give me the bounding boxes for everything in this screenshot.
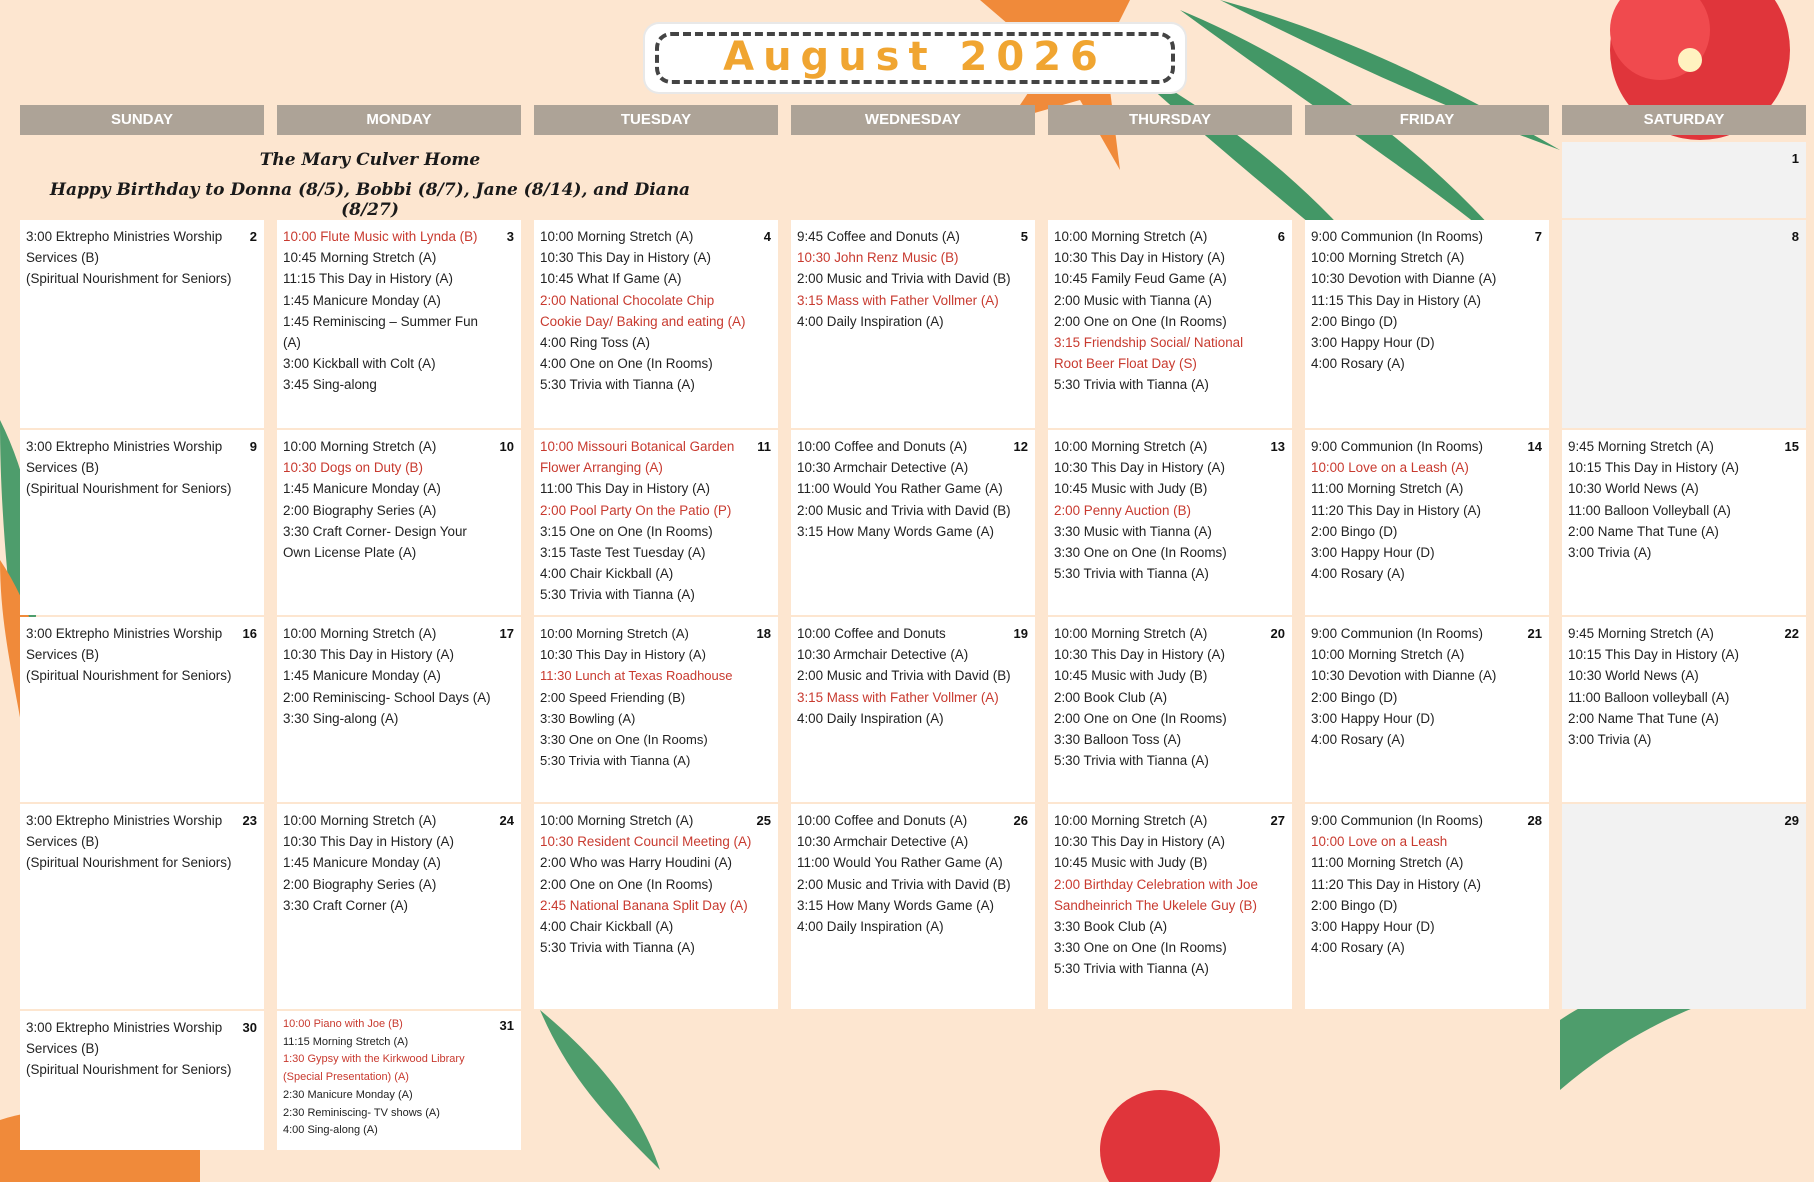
event-item: 9:45 Morning Stretch (A): [1568, 439, 1714, 454]
event-item: 11:15 Morning Stretch (A): [283, 1035, 409, 1048]
day-cell-30: [20, 1011, 264, 1150]
event-item: 10:30 Resident Council Meeting (A): [540, 834, 752, 850]
day-number: 17: [499, 626, 514, 641]
day-number: 27: [1270, 813, 1285, 828]
event-item: (Spiritual Nourishment for Seniors): [26, 1062, 232, 1078]
event-item: (Spiritual Nourishment for Seniors): [26, 668, 232, 684]
event-item: 3:15 Friendship Social/ National Root Beer Float Day (S): [1054, 335, 1244, 372]
day-cell-21: [1305, 617, 1549, 802]
weekday-header-tuesday: TUESDAY: [534, 105, 778, 135]
event-item: 2:45 National Banana Split Day (A): [540, 897, 748, 913]
event-item: 2:00 Speed Friending (B): [540, 689, 686, 705]
event-item: 3:15 Mass with Father Vollmer (A): [797, 689, 999, 705]
day-cell-1: [1562, 142, 1806, 218]
event-item: 2:00 Bingo (D): [1311, 313, 1398, 329]
event-item: 10:30 Armchair Detective (A): [797, 460, 969, 476]
day-number: 5: [1020, 229, 1028, 244]
event-item: 11:30 Lunch at Texas Roadhouse: [540, 668, 733, 684]
day-number: 6: [1277, 229, 1285, 244]
event-item: 4:00 One on One (In Rooms): [540, 356, 713, 372]
event-item: 10:00 Flute Music with Lynda (B): [283, 229, 478, 244]
day-cell-5: [791, 220, 1035, 428]
event-item: 10:45 Morning Stretch (A): [283, 250, 437, 266]
event-item: 5:30 Trivia with Tianna (A): [540, 587, 695, 603]
event-item: 10:15 This Day in History (A): [1568, 460, 1739, 476]
event-item: 10:00 Missouri Botanical Garden Flower Arranging (A): [540, 439, 735, 476]
event-item: 11:20 This Day in History (A): [1311, 876, 1481, 892]
day-cell-8: [1562, 220, 1806, 428]
weekday-header-monday: MONDAY: [277, 105, 521, 135]
day-cell-22: [1562, 617, 1806, 802]
event-item: 1:45 Manicure Monday (A): [283, 668, 441, 684]
event-item: 4:00 Daily Inspiration (A): [797, 313, 944, 329]
day-cell-18: [534, 617, 778, 802]
event-item: 9:00 Communion (In Rooms): [1311, 229, 1483, 244]
event-item: 10:30 Armchair Detective (A): [797, 647, 969, 663]
event-item: 9:00 Communion (In Rooms): [1311, 439, 1483, 454]
day-cell-29: [1562, 804, 1806, 1009]
event-item: 2:00 Pool Party On the Patio (P): [540, 502, 732, 518]
event-item: 3:00 Ektrepho Ministries Worship Services (B): [26, 229, 223, 266]
day-number: 13: [1270, 439, 1285, 454]
event-item: 10:00 Morning Stretch (A): [540, 626, 689, 641]
weekday-header-wednesday: WEDNESDAY: [791, 105, 1035, 135]
event-item: 10:45 Music with Judy (B): [1054, 481, 1208, 497]
day-number: 26: [1013, 813, 1028, 828]
event-item: 10:00 Morning Stretch (A): [540, 229, 694, 244]
event-item: 5:30 Trivia with Tianna (A): [540, 940, 695, 956]
day-cell-3: [277, 220, 521, 428]
event-item: 2:00 Music and Trivia with David (B): [797, 502, 1011, 518]
event-item: 4:00 Rosary (A): [1311, 940, 1405, 956]
event-item: 1:30 Gypsy with the Kirkwood Library (Special Presentation) (A): [283, 1053, 465, 1084]
event-item: 2:00 Penny Auction (B): [1054, 502, 1191, 518]
event-item: 5:30 Trivia with Tianna (A): [1054, 566, 1209, 582]
event-item: (Spiritual Nourishment for Seniors): [26, 855, 232, 871]
day-number: 3: [506, 229, 514, 244]
event-item: 2:00 Music and Trivia with David (B): [797, 876, 1011, 892]
event-item: 10:15 This Day in History (A): [1568, 647, 1739, 663]
event-item: 3:00 Ektrepho Ministries Worship Services (B): [26, 439, 223, 476]
day-cell-4: [534, 220, 778, 428]
event-item: 5:30 Trivia with Tianna (A): [1054, 753, 1209, 769]
event-item: 10:30 World News (A): [1568, 668, 1699, 684]
day-number: 9: [249, 439, 257, 454]
day-cell-9: [20, 430, 264, 615]
event-item: 10:30 This Day in History (A): [283, 647, 454, 663]
event-item: 2:00 Birthday Celebration with Joe Sandheinrich The Ukelele Guy (B): [1054, 876, 1258, 913]
event-item: 10:30 This Day in History (A): [1054, 834, 1225, 850]
event-item: 3:15 Taste Test Tuesday (A): [540, 545, 706, 561]
event-item: 2:00 Who was Harry Houdini (A): [540, 855, 733, 871]
title-banner: [645, 24, 1185, 92]
event-item: 3:00 Happy Hour (D): [1311, 335, 1435, 351]
event-item: 10:00 Coffee and Donuts (A): [797, 813, 968, 828]
event-item: 1:45 Reminiscing – Summer Fun (A): [283, 313, 478, 351]
event-item: 10:30 John Renz Music (B): [797, 250, 959, 266]
calendar-title: August 2026: [723, 34, 1107, 80]
event-item: 10:00 Morning Stretch (A): [1054, 813, 1208, 828]
day-cell-10: [277, 430, 521, 615]
day-cell-15: [1562, 430, 1806, 615]
day-number: 14: [1527, 439, 1542, 454]
event-item: 2:00 Name That Tune (A): [1568, 710, 1719, 726]
event-item: 4:00 Daily Inspiration (A): [797, 710, 944, 726]
event-item: 1:45 Manicure Monday (A): [283, 855, 441, 871]
event-item: 5:30 Trivia with Tianna (A): [1054, 961, 1209, 977]
event-item: 11:20 This Day in History (A): [1311, 502, 1481, 518]
day-number: 24: [499, 813, 514, 828]
day-number: 29: [1784, 813, 1799, 828]
event-item: 10:30 Armchair Detective (A): [797, 834, 969, 850]
event-item: 10:30 World News (A): [1568, 481, 1699, 497]
event-item: 9:45 Morning Stretch (A): [1568, 626, 1714, 641]
day-number: 11: [757, 439, 771, 454]
event-item: 3:30 Balloon Toss (A): [1054, 732, 1182, 748]
event-item: 3:15 How Many Words Game (A): [797, 897, 994, 913]
event-item: 3:00 Ektrepho Ministries Worship Services (B): [26, 1020, 223, 1057]
event-item: 4:00 Rosary (A): [1311, 566, 1405, 582]
day-cell-19: [791, 617, 1035, 802]
day-cell-7: [1305, 220, 1549, 428]
event-item: 2:30 Manicure Monday (A): [283, 1088, 413, 1101]
day-number: 23: [242, 813, 257, 828]
event-item: 2:00 Bingo (D): [1311, 523, 1398, 539]
event-item: 3:30 Sing-along (A): [283, 710, 399, 726]
event-item: 4:00 Chair Kickball (A): [540, 919, 674, 935]
event-item: 10:30 Devotion with Dianne (A): [1311, 668, 1497, 684]
event-item: 2:30 Reminiscing- TV shows (A): [283, 1106, 440, 1119]
event-item: 3:00 Trivia (A): [1568, 732, 1652, 748]
day-number: 1: [1791, 151, 1799, 166]
day-number: 4: [763, 229, 771, 244]
event-item: (Spiritual Nourishment for Seniors): [26, 271, 232, 287]
event-item: 10:00 Morning Stretch (A): [1054, 626, 1208, 641]
event-item: 10:45 Music with Judy (B): [1054, 855, 1208, 871]
event-item: 11:00 Morning Stretch (A): [1311, 855, 1464, 871]
event-item: 2:00 National Chocolate Chip Cookie Day/ Baking and eating (A): [540, 292, 746, 329]
event-item: 11:15 This Day in History (A): [1311, 292, 1481, 308]
event-item: 5:30 Trivia with Tianna (A): [540, 753, 691, 769]
event-item: 3:30 One on One (In Rooms): [540, 732, 708, 748]
event-item: 11:00 This Day in History (A): [540, 481, 710, 497]
event-item: 10:00 Love on a Leash: [1311, 834, 1448, 850]
event-item: 10:00 Morning Stretch (A): [1054, 439, 1208, 454]
day-number: 28: [1527, 813, 1542, 828]
day-number: 10: [499, 439, 514, 454]
day-number: 8: [1791, 229, 1799, 244]
event-item: 10:00 Morning Stretch (A): [540, 813, 694, 828]
event-item: 2:00 One on One (In Rooms): [540, 876, 713, 892]
event-item: 10:00 Morning Stretch (A): [1311, 250, 1465, 266]
day-cell-25: [534, 804, 778, 1009]
event-item: 9:00 Communion (In Rooms): [1311, 626, 1483, 641]
event-item: 9:45 Coffee and Donuts (A): [797, 229, 960, 244]
event-item: 3:15 Mass with Father Vollmer (A): [797, 292, 999, 308]
event-item: 3:00 Ektrepho Ministries Worship Services (B): [26, 813, 223, 850]
day-cell-27: [1048, 804, 1292, 1009]
event-item: 10:00 Morning Stretch (A): [1054, 229, 1208, 244]
event-item: 10:30 This Day in History (A): [1054, 460, 1225, 476]
weekday-header-saturday: SATURDAY: [1562, 105, 1806, 135]
event-item: 5:30 Trivia with Tianna (A): [1054, 377, 1209, 393]
event-item: 2:00 Music and Trivia with David (B): [797, 668, 1011, 684]
weekday-header-sunday: SUNDAY: [20, 105, 264, 135]
event-item: 10:00 Love on a Leash (A): [1311, 460, 1469, 476]
event-item: 2:00 Music with Tianna (A): [1054, 292, 1212, 308]
event-item: 3:00 Trivia (A): [1568, 545, 1652, 561]
weekday-header-friday: FRIDAY: [1305, 105, 1549, 135]
day-cell-28: [1305, 804, 1549, 1009]
day-cell-24: [277, 804, 521, 1009]
event-item: 2:00 One on One (In Rooms): [1054, 313, 1227, 329]
event-item: 4:00 Sing-along (A): [283, 1124, 378, 1137]
event-item: 10:45 Family Feud Game (A): [1054, 271, 1227, 287]
event-item: 2:00 Bingo (D): [1311, 897, 1398, 913]
event-item: 3:30 Music with Tianna (A): [1054, 523, 1212, 539]
day-number: 19: [1013, 626, 1028, 641]
event-item: 1:45 Manicure Monday (A): [283, 292, 441, 308]
day-cell-26: [791, 804, 1035, 1009]
event-item: 11:15 This Day in History (A): [283, 271, 453, 287]
event-item: 11:00 Balloon Volleyball (A): [1568, 502, 1731, 518]
event-item: 10:30 This Day in History (A): [540, 647, 706, 663]
event-item: 4:00 Ring Toss (A): [540, 335, 650, 351]
event-item: 3:45 Sing-along: [283, 377, 377, 393]
event-item: 3:15 How Many Words Game (A): [797, 523, 994, 539]
event-item: 10:00 Morning Stretch (A): [283, 813, 437, 828]
day-number: 15: [1784, 439, 1799, 454]
day-cell-2: [20, 220, 264, 428]
day-number: 12: [1013, 439, 1028, 454]
day-cell-23: [20, 804, 264, 1009]
day-cell-17: [277, 617, 521, 802]
event-item: 3:30 Bowling (A): [540, 710, 636, 726]
event-item: 10:45 What If Game (A): [540, 271, 682, 287]
event-item: 3:00 Happy Hour (D): [1311, 710, 1435, 726]
event-item: 10:30 This Day in History (A): [540, 250, 711, 266]
event-item: 2:00 Biography Series (A): [283, 502, 437, 518]
event-item: 5:30 Trivia with Tianna (A): [540, 377, 695, 393]
event-item: 3:30 Craft Corner (A): [283, 897, 409, 913]
day-cell-13: [1048, 430, 1292, 615]
day-number: 2: [249, 229, 257, 244]
event-item: 10:00 Morning Stretch (A): [1311, 647, 1465, 663]
day-cell-14: [1305, 430, 1549, 615]
day-number: 7: [1534, 229, 1542, 244]
event-item: 3:00 Ektrepho Ministries Worship Services (B): [26, 626, 223, 663]
event-item: 10:00 Coffee and Donuts (A): [797, 439, 968, 454]
event-item: 10:30 Devotion with Dianne (A): [1311, 271, 1497, 287]
event-item: 10:30 Dogs on Duty (B): [283, 460, 423, 476]
day-number: 21: [1527, 626, 1542, 641]
event-item: 10:45 Music with Judy (B): [1054, 668, 1208, 684]
event-item: 3:30 Book Club (A): [1054, 919, 1168, 935]
day-cell-16: [20, 617, 264, 802]
event-item: 10:30 This Day in History (A): [1054, 250, 1225, 266]
day-cell-6: [1048, 220, 1292, 428]
event-item: 11:00 Morning Stretch (A): [1311, 481, 1464, 497]
weekday-header-thursday: THURSDAY: [1048, 105, 1292, 135]
event-item: 10:30 This Day in History (A): [283, 834, 454, 850]
event-item: 2:00 One on One (In Rooms): [1054, 710, 1227, 726]
event-item: 11:00 Balloon volleyball (A): [1568, 689, 1730, 705]
birthday-announcement: Happy Birthday to Donna (8/5), Bobbi (8/7), Jane (8/14), and Diana (8/27): [49, 180, 691, 220]
event-item: 10:30 This Day in History (A): [1054, 647, 1225, 663]
day-number: 16: [242, 626, 257, 641]
event-item: 3:15 One on One (In Rooms): [540, 523, 713, 539]
event-item: 4:00 Daily Inspiration (A): [797, 919, 944, 935]
event-item: 2:00 Bingo (D): [1311, 689, 1398, 705]
event-item: 10:00 Coffee and Donuts: [797, 626, 946, 641]
event-item: 11:00 Would You Rather Game (A): [797, 481, 1003, 497]
event-item: (Spiritual Nourishment for Seniors): [26, 481, 232, 497]
event-item: 2:00 Music and Trivia with David (B): [797, 271, 1011, 287]
event-item: 3:30 Craft Corner- Design Your Own License Plate (A): [283, 523, 467, 561]
event-item: 3:00 Kickball with Colt (A): [283, 356, 436, 372]
event-item: 4:00 Rosary (A): [1311, 732, 1405, 748]
event-item: 9:00 Communion (In Rooms): [1311, 813, 1483, 828]
event-item: 4:00 Rosary (A): [1311, 356, 1405, 372]
day-number: 25: [756, 813, 771, 828]
event-item: 10:00 Morning Stretch (A): [283, 439, 437, 454]
day-cell-31: [277, 1011, 521, 1150]
event-item: 2:00 Name That Tune (A): [1568, 523, 1719, 539]
day-cell-12: [791, 430, 1035, 615]
event-item: 1:45 Manicure Monday (A): [283, 481, 441, 497]
event-item: 10:00 Piano with Joe (B): [283, 1018, 403, 1030]
event-item: 3:00 Happy Hour (D): [1311, 919, 1435, 935]
day-number: 30: [242, 1020, 257, 1035]
day-cell-11: [534, 430, 778, 615]
event-item: 3:30 One on One (In Rooms): [1054, 545, 1227, 561]
event-item: 4:00 Chair Kickball (A): [540, 566, 674, 582]
day-number: 18: [756, 626, 771, 641]
day-number: 20: [1270, 626, 1285, 641]
day-number: 31: [499, 1018, 514, 1033]
event-item: 3:00 Happy Hour (D): [1311, 545, 1435, 561]
day-number: 22: [1784, 626, 1799, 641]
day-cell-20: [1048, 617, 1292, 802]
event-item: 2:00 Book Club (A): [1054, 689, 1168, 705]
event-item: 3:30 One on One (In Rooms): [1054, 940, 1227, 956]
event-item: 2:00 Biography Series (A): [283, 876, 437, 892]
event-item: 2:00 Reminiscing- School Days (A): [283, 689, 491, 705]
home-name: The Mary Culver Home: [259, 150, 481, 170]
event-item: 10:00 Morning Stretch (A): [283, 626, 437, 641]
event-item: 11:00 Would You Rather Game (A): [797, 855, 1003, 871]
